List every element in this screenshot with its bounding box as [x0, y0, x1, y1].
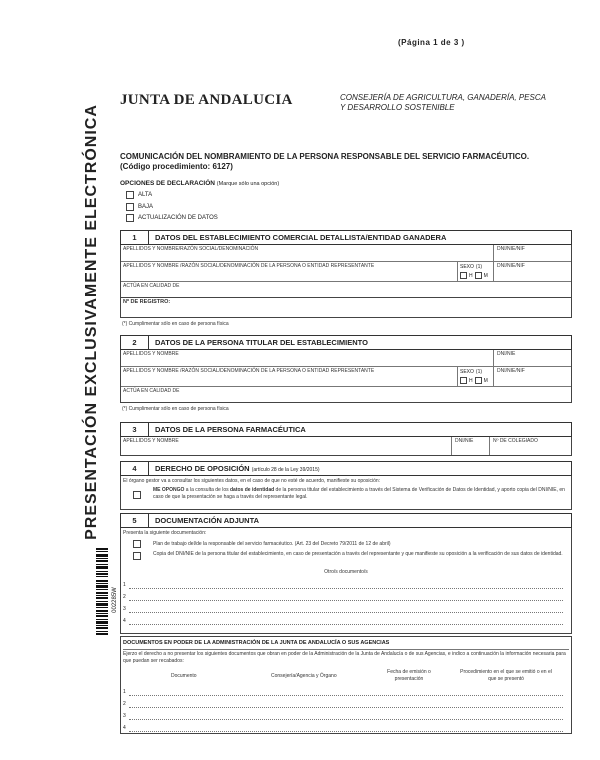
- s1-dni-label: DNI/NIE/NIF: [497, 246, 525, 252]
- s1-note: (*) Cumplimentar sólo en caso de persona física: [122, 321, 229, 327]
- side-title: [80, 104, 104, 540]
- s2-sexo-options[interactable]: [460, 377, 488, 384]
- s1-sexo-h-box[interactable]: [460, 272, 467, 279]
- s5-doc1-checkbox[interactable]: [133, 540, 141, 548]
- section-1-number: 1: [121, 231, 149, 244]
- s3-colegiado-label: Nº DE COLEGIADO: [493, 438, 538, 444]
- section-1-title: DATOS DEL ESTABLECIMIENTO COMERCIAL DETALLISTA/ENTIDAD GANADERA: [155, 233, 447, 242]
- options-title-text: OPCIONES DE DECLARACIÓN: [120, 180, 215, 187]
- s1-calidad-label: ACTÚA EN CALIDAD DE: [123, 283, 180, 289]
- s3-name-label: APELLIDOS Y NOMBRE: [123, 438, 179, 444]
- option-actualizacion-label: ACTUALIZACIÓN DE DATOS: [138, 215, 218, 221]
- section-2-number: 2: [121, 336, 149, 349]
- s3-dni-label: DNI/NIE: [455, 438, 474, 444]
- option-actualizacion[interactable]: [126, 214, 218, 222]
- procedure-code: (Código procedimiento: 6127): [120, 162, 233, 171]
- s2-sexo-m-box[interactable]: [475, 377, 482, 384]
- s2-note: (*) Cumplimentar sólo en caso de persona física: [122, 406, 229, 412]
- s1-sexo-label: SEXO: [460, 264, 474, 270]
- s1-sexo-m-box[interactable]: [475, 272, 482, 279]
- options-title: [120, 180, 279, 187]
- section-4-title-text: DERECHO DE OPOSICIÓN: [155, 464, 250, 473]
- docs-admin-line-num-4: 4: [123, 725, 126, 731]
- s1-row-name[interactable]: [121, 245, 571, 261]
- s5-line-num-4: 4: [123, 618, 126, 624]
- s1-registro-label: Nº DE REGISTRO:: [123, 299, 171, 305]
- s5-line-4[interactable]: [129, 624, 563, 625]
- s1-rep-label: APELLIDOS Y NOMBRE /RAZÓN SOCIAL/DENOMINACIÓN DE LA PERSONA O ENTIDAD REPRESENTANTE: [123, 263, 375, 269]
- checkbox-baja[interactable]: [126, 203, 134, 211]
- s1-dni2-label: DNI/NIE/NIF: [497, 263, 525, 269]
- s2-sexo-h: H: [469, 377, 473, 384]
- docs-admin-intro: Ejerzo el derecho a no presentar los siguientes documentos que obran en poder de la Administración de la Junta de Andalucía o de sus Agencias, e indico a continuación la información necesaria para que puedan ser recabados:: [123, 649, 569, 665]
- docs-admin-col-proc: Procedimiento en el que se emitió o en el que se presentó: [460, 669, 552, 682]
- section-3-number: 3: [121, 423, 149, 436]
- s2-rep-label: APELLIDOS Y NOMBRE /RAZÓN SOCIAL/DENOMINACIÓN DE LA PERSONA O ENTIDAD REPRESENTANTE: [123, 368, 375, 374]
- section-1-header: [120, 230, 572, 245]
- docs-admin-line-1[interactable]: [129, 695, 563, 696]
- consejeria-name: [340, 93, 560, 113]
- s2-name-label: APELLIDOS Y NOMBRE: [123, 351, 179, 357]
- docs-admin-line-num-2: 2: [123, 701, 126, 707]
- section-4-header: [120, 461, 572, 476]
- s2-row-name[interactable]: [121, 350, 571, 366]
- docs-admin-col-date: Fecha de emisión o presentación: [387, 669, 431, 682]
- s1-sexo[interactable]: [460, 264, 482, 270]
- s5-intro: Presenta la siguiente documentación:: [123, 530, 207, 536]
- s5-others-label: Otro/s documento/s: [324, 569, 368, 575]
- barcode-code: [110, 565, 120, 635]
- s1-sexo-h: H: [469, 272, 473, 279]
- section-2-box: [120, 350, 572, 403]
- s5-doc2: Copia del DNI/NIE de la persona titular del establecimiento, en caso de presentación a través del representante y que manifieste su oposición a la verificación de sus datos de identidad.: [153, 551, 563, 557]
- option-baja[interactable]: [126, 203, 153, 211]
- s5-line-num-2: 2: [123, 594, 126, 600]
- s2-sexo[interactable]: [460, 369, 482, 375]
- s2-sexo-label: SEXO: [460, 369, 474, 375]
- s2-sexo-h-box[interactable]: [460, 377, 467, 384]
- docs-admin-line-3[interactable]: [129, 719, 563, 720]
- s5-line-3[interactable]: [129, 612, 563, 613]
- page-number: (Página 1 de 3 ): [398, 38, 465, 47]
- s4-oppose-checkbox[interactable]: [133, 491, 141, 499]
- docs-admin-line-num-3: 3: [123, 713, 126, 719]
- s1-row-registro[interactable]: [121, 297, 571, 317]
- s5-doc2-checkbox[interactable]: [133, 552, 141, 560]
- barcode-code-text: 002285W: [112, 587, 118, 613]
- s2-dni-label: DNI/NIE: [497, 351, 516, 357]
- s3-row[interactable]: [121, 437, 571, 455]
- s4-oppose-bold-2: datos de identidad: [230, 487, 275, 493]
- s4-oppose-text-1: a la consulta de los: [184, 487, 230, 493]
- options-hint: (Marque sólo una opción): [216, 181, 280, 187]
- junta-logo: JUNTA DE ANDALUCIA: [120, 92, 293, 108]
- s2-sexo-mark: (1): [475, 369, 483, 375]
- s1-row-rep[interactable]: [121, 261, 571, 281]
- option-baja-label: BAJA: [138, 204, 154, 210]
- s4-oppose-text-2: de la persona titular del establecimiento a través del Sistema de Verificación de Datos de Identidad, y aporto copia del DNI/NIE, en caso de que la presentación se haga a través del representante legal.: [153, 487, 565, 500]
- s4-intro: El órgano gestor va a consultar los siguientes datos, en el caso de que no esté de acuerdo, manifieste su oposición:: [123, 478, 381, 484]
- side-title-text: PRESENTACIÓN EXCLUSIVAMENTE ELECTRÓNICA: [83, 104, 101, 540]
- s2-row-rep[interactable]: [121, 366, 571, 386]
- option-alta[interactable]: [126, 191, 152, 199]
- section-5-box: [120, 528, 572, 634]
- s2-calidad-label: ACTÚA EN CALIDAD DE: [123, 388, 180, 394]
- s5-line-num-1: 1: [123, 582, 126, 588]
- s2-sexo-m: M: [483, 377, 488, 384]
- docs-admin-line-num-1: 1: [123, 689, 126, 695]
- docs-admin-col-cons: Consejería/Agencia y Órgano: [271, 673, 337, 679]
- s2-row-calidad[interactable]: [121, 386, 571, 402]
- docs-admin-box: [120, 636, 572, 734]
- document-title: [120, 152, 529, 172]
- section-3-header: [120, 422, 572, 437]
- s5-doc1: Plan de trabajo del/de la responsable del servicio farmacéutico. (Art. 23 del Decreto 79/2011 de 12 de abril): [153, 541, 391, 547]
- s1-sexo-m: M: [483, 272, 488, 279]
- s5-line-1[interactable]: [129, 588, 563, 589]
- section-4-title: [149, 464, 320, 473]
- consejeria-line-2: Y DESARROLLO SOSTENIBLE: [340, 103, 455, 112]
- s1-name-label: APELLIDOS Y NOMBRE/RAZÓN SOCIAL/DENOMINACIÓN: [123, 246, 259, 252]
- section-3-box: [120, 437, 572, 456]
- s1-row-calidad[interactable]: [121, 281, 571, 297]
- docs-admin-col-doc: Documento: [171, 673, 197, 679]
- s4-oppose-bold: ME OPONGO: [153, 487, 185, 493]
- checkbox-actualizacion[interactable]: [126, 214, 134, 222]
- s5-line-2[interactable]: [129, 600, 563, 601]
- section-4-title-note: (artículo 28 de la Ley 39/2015): [251, 467, 320, 473]
- consejeria-line-1: CONSEJERÍA DE AGRICULTURA, GANADERÍA, PESCA: [340, 93, 546, 102]
- s1-sexo-options[interactable]: [460, 272, 488, 279]
- s1-sexo-mark: (1): [475, 264, 483, 270]
- s2-dni2-label: DNI/NIE/NIF: [497, 368, 525, 374]
- option-alta-label: ALTA: [138, 192, 153, 198]
- section-1-box: [120, 245, 572, 318]
- section-5-header: [120, 513, 572, 528]
- docs-admin-title: DOCUMENTOS EN PODER DE LA ADMINISTRACIÓN DE LA JUNTA DE ANDALUCÍA O SUS AGENCIAS: [123, 640, 390, 646]
- docs-admin-line-4[interactable]: [129, 731, 563, 732]
- s5-line-num-3: 3: [123, 606, 126, 612]
- docs-admin-line-2[interactable]: [129, 707, 563, 708]
- barcode: [96, 548, 108, 648]
- section-4-number: 4: [121, 462, 149, 475]
- section-3-title: DATOS DE LA PERSONA FARMACÉUTICA: [155, 425, 306, 434]
- section-2-title: DATOS DE LA PERSONA TITULAR DEL ESTABLECIMIENTO: [155, 338, 368, 347]
- section-5-number: 5: [121, 514, 149, 527]
- checkbox-alta[interactable]: [126, 191, 134, 199]
- section-5-title: DOCUMENTACIÓN ADJUNTA: [155, 516, 260, 525]
- s4-oppose-text: [153, 487, 568, 501]
- document-title-text: COMUNICACIÓN DEL NOMBRAMIENTO DE LA PERSONA RESPONSABLE DEL SERVICIO FARMACÉUTICO.: [120, 152, 530, 161]
- section-4-box: [120, 476, 572, 510]
- section-2-header: [120, 335, 572, 350]
